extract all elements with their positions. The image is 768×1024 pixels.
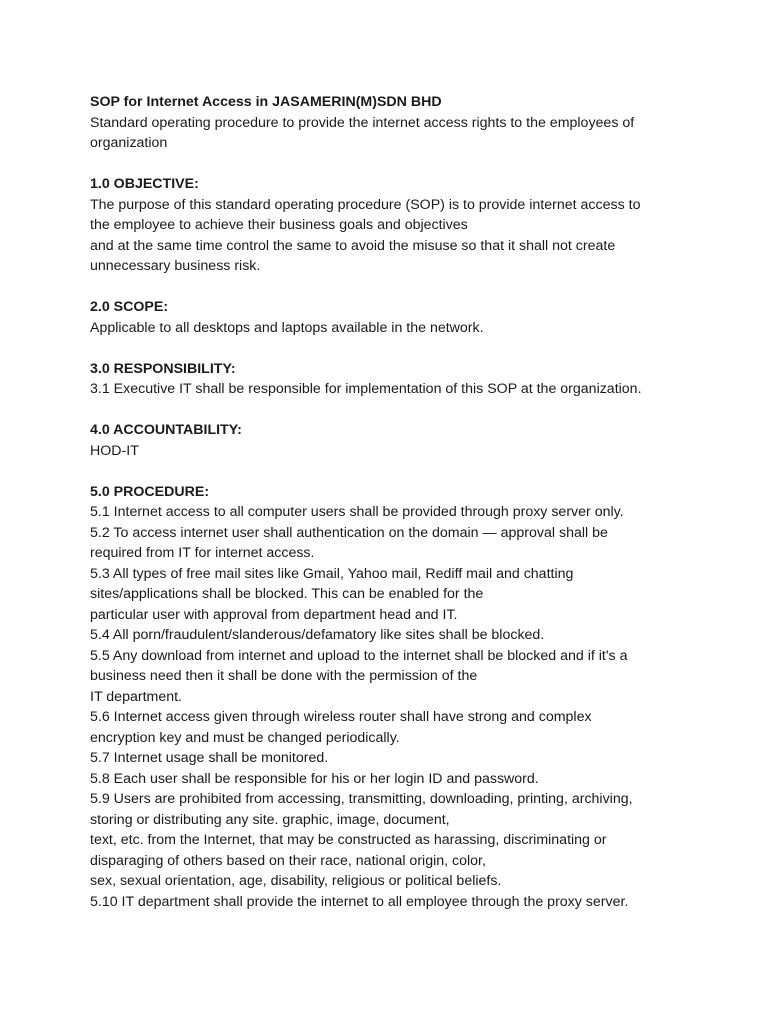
section-procedure — [90, 482, 750, 913]
procedure-line: 5.8 Each user shall be responsible for his or her login ID and password. — [90, 770, 539, 787]
procedure-line: disparaging of others based on their race, national origin, color, — [90, 852, 486, 869]
procedure-line: 5.1 Internet access to all computer users shall be provided through proxy server only. — [90, 504, 624, 520]
section-line: and at the same time control the same to avoid the misuse so that it shall not create — [90, 237, 616, 254]
section-heading: 5.0 PROCEDURE: — [90, 483, 210, 500]
procedure-line: business need then it shall be done with the permission of the — [90, 668, 478, 684]
subtitle-line: Standard operating procedure to provide the internet access rights to the employees of — [90, 114, 635, 131]
subtitle-line: organization — [90, 135, 168, 151]
procedure-line: particular user with approval from department head and IT. — [90, 606, 458, 623]
section-accountability — [90, 420, 750, 461]
procedure-line: storing or distributing any site. graphic, image, document, — [90, 811, 450, 828]
paragraph-gap — [90, 277, 750, 298]
section-objective — [90, 174, 750, 277]
paragraph-gap — [90, 154, 750, 175]
section-heading: 4.0 ACCOUNTABILITY: — [90, 422, 242, 438]
procedure-line: 5.10 IT department shall provide the internet to all employee through the proxy server. — [90, 893, 629, 910]
procedure-line: 5.6 Internet access given through wireless router shall have strong and complex — [90, 709, 592, 725]
paragraph-gap — [90, 400, 750, 421]
document-title: SOP for Internet Access in JASAMERIN(M)SDN BHD — [90, 94, 442, 110]
procedure-line: 5.9 Users are prohibited from accessing, transmitting, downloading, printing, archiving, — [90, 791, 633, 807]
procedure-line: sites/applications shall be blocked. This can be enabled for the — [90, 586, 484, 602]
procedure-line: text, etc. from the Internet, that may be constructed as harassing, discriminating or — [90, 832, 607, 848]
procedure-line: sex, sexual orientation, age, disability, religious or political beliefs. — [90, 873, 502, 889]
section-line: The purpose of this standard operating procedure (SOP) is to provide internet access to — [90, 196, 641, 213]
procedure-line: IT department. — [90, 688, 183, 705]
section-line: the employee to achieve their business goals and objectives — [90, 217, 468, 233]
document-page — [90, 92, 750, 912]
paragraph-gap — [90, 461, 750, 482]
procedure-line: 5.3 All types of free mail sites like Gmail, Yahoo mail, Rediff mail and chatting — [90, 565, 574, 582]
section-scope — [90, 297, 750, 338]
procedure-line: 5.4 All porn/fraudulent/slanderous/defamatory like sites shall be blocked. — [90, 627, 545, 643]
section-line: Applicable to all desktops and laptops available in the network. — [90, 319, 484, 336]
procedure-line: 5.2 To access internet user shall authentication on the domain — approval shall be — [90, 524, 608, 541]
procedure-line: 5.5 Any download from internet and upload to the internet shall be blocked and if it's a — [90, 647, 628, 664]
procedure-line: encryption key and must be changed periodically. — [90, 729, 400, 746]
section-heading: 1.0 OBJECTIVE: — [90, 176, 199, 192]
section-responsibility — [90, 359, 750, 400]
section-line: 3.1 Executive IT shall be responsible for implementation of this SOP at the organization. — [90, 381, 642, 397]
section-line: HOD-IT — [90, 442, 139, 459]
paragraph-gap — [90, 338, 750, 359]
section-heading: 2.0 SCOPE: — [90, 299, 169, 315]
section-heading: 3.0 RESPONSIBILITY: — [90, 360, 236, 377]
procedure-line: required from IT for internet access. — [90, 545, 315, 561]
section-line: unnecessary business risk. — [90, 258, 261, 274]
procedure-line: 5.7 Internet usage shall be monitored. — [90, 750, 329, 766]
